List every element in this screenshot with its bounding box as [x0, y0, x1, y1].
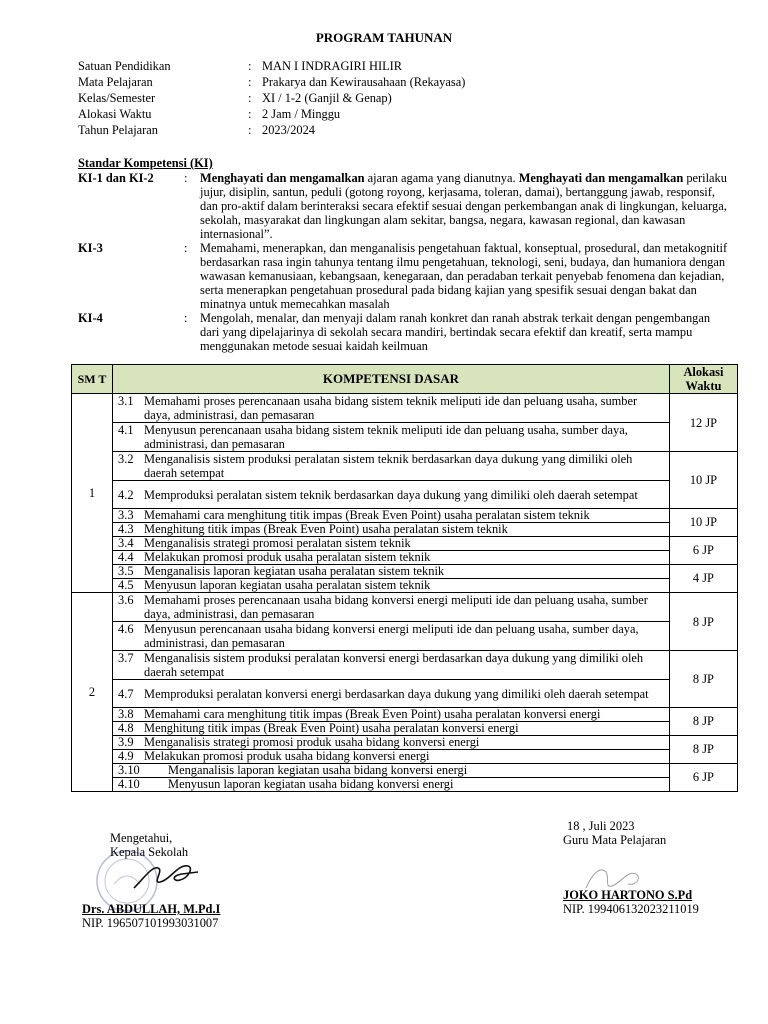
- table-row: [72, 778, 738, 792]
- kd-cell: [113, 551, 670, 565]
- kd-item: [113, 722, 669, 735]
- kd-item: [113, 687, 669, 701]
- kd-text: Menganalisis laporan kegiatan usaha bidang konversi energi: [168, 763, 468, 777]
- ki-text-part: perilaku jujur, disiplin, santun, peduli (gotong royong, kerjasama, toleran, damai), bertanggung jawab, responsif, dan pro-aktif dalam berinteraksi secara efektif sesuai dengan perkembangan anak di lingkungan, keluarga, sekolah, masyarakat dan lingkungan alam sekitar, bangsa, negara, kawasan regional, dan kawasan internasional”.: [200, 171, 727, 241]
- kd-text: Menyusun perencanaan usaha bidang konversi energi meliputi ide dan peluang usaha, sumber daya, administrasi, dan pemasaran: [144, 622, 639, 650]
- kd-item: [113, 452, 669, 480]
- kd-cell: [113, 622, 670, 651]
- ki-text-part: ajaran agama yang dianutnya.: [364, 171, 519, 185]
- kd-number: 3.4: [118, 536, 134, 550]
- kd-item: [113, 565, 669, 578]
- kd-cell: [113, 537, 670, 551]
- document-title: PROGRAM TAHUNAN: [315, 30, 453, 45]
- kd-item: [113, 509, 669, 522]
- meta-value: MAN I INDRAGIRI HILIR: [262, 59, 403, 73]
- kd-item: [113, 394, 669, 422]
- kd-text: Melakukan promosi produk usaha peralatan sistem teknik: [144, 550, 431, 564]
- kd-cell: [113, 778, 670, 792]
- kd-cell: [113, 651, 670, 680]
- ki-row: [78, 171, 730, 241]
- kd-item: [113, 764, 669, 777]
- ki-text: Mengolah, menalar, dan menyaji dalam ranah konkret dan ranah abstrak terkait dengan pengembangan dari yang dipelajarinya di sekolah secara mandiri, bertindak secara efektif dan kreatif, serta mampu menggunakan metode sesuai kaidah keilmuan: [200, 311, 711, 353]
- kd-number: 4.4: [118, 550, 134, 564]
- header-alokasi-waktu: Alokasi Waktu: [669, 365, 737, 394]
- header-kompetensi-dasar: KOMPETENSI DASAR: [113, 365, 670, 394]
- kd-cell: [113, 680, 670, 708]
- semester-cell: 2: [72, 593, 113, 792]
- teacher-name: JOKO HARTONO S.Pd: [563, 888, 693, 902]
- kd-text: Menganalisis strategi promosi produk usaha bidang konversi energi: [144, 735, 480, 749]
- table-row: [72, 551, 738, 565]
- ki-emphasis: Menghayati dan mengamalkan: [200, 171, 365, 185]
- kd-number: 4.8: [118, 721, 134, 735]
- kd-number: 4.7: [118, 686, 134, 701]
- kd-item: [113, 579, 669, 592]
- kd-text: Memahami cara menghitung titik impas (Break Even Point) usaha peralatan sistem teknik: [144, 508, 590, 522]
- kd-number: 4.2: [118, 487, 134, 502]
- meta-value: 2023/2024: [262, 123, 316, 137]
- table-row: [72, 565, 738, 579]
- alokasi-waktu-cell: 6 JP: [669, 764, 737, 792]
- kd-number: 3.5: [118, 564, 134, 578]
- kd-text: Menganalisis sistem produksi peralatan sistem teknik berdasarkan daya dukung yang dimiliki oleh daerah setempat: [144, 452, 633, 480]
- alokasi-waktu-cell: 10 JP: [669, 452, 737, 509]
- meta-label: Satuan Pendidikan: [78, 59, 171, 73]
- kd-number: 3.1: [118, 394, 134, 408]
- table-row: [72, 680, 738, 708]
- kd-item: [113, 750, 669, 763]
- kd-number: 3.7: [118, 651, 134, 665]
- ki-label: KI-3: [78, 241, 103, 255]
- ki-colon: :: [184, 311, 188, 325]
- kd-cell: [113, 722, 670, 736]
- meta-colon: :: [248, 123, 252, 137]
- kd-item: [113, 523, 669, 536]
- meta-row: [78, 122, 465, 138]
- alokasi-waktu-cell: 12 JP: [669, 394, 737, 452]
- kd-text: Menganalisis sistem produksi peralatan konversi energi berdasarkan daya dukung yang dimiliki oleh daerah setempat: [144, 651, 644, 679]
- kd-table-header: [72, 365, 738, 394]
- ki-emphasis: Menghayati dan mengamalkan: [518, 171, 684, 185]
- table-row: [72, 722, 738, 736]
- kd-cell: [113, 708, 670, 722]
- kd-cell: [113, 764, 670, 778]
- kd-item: [113, 537, 669, 550]
- principal-nip: NIP. 196507101993031007: [82, 916, 219, 930]
- ki-colon: :: [184, 171, 188, 185]
- alokasi-waktu-cell: 8 JP: [669, 651, 737, 708]
- kd-item: [113, 622, 669, 650]
- meta-value: 2 Jam / Minggu: [262, 107, 341, 121]
- kd-text: Melakukan promosi produk usaha bidang konversi energi: [144, 749, 430, 763]
- kd-item: [113, 736, 669, 749]
- meta-label: Alokasi Waktu: [78, 107, 152, 121]
- kd-text: Menghitung titik impas (Break Even Point) usaha peralatan konversi energi: [144, 721, 519, 735]
- table-row: [72, 622, 738, 651]
- table-row: [72, 579, 738, 593]
- kd-text: Menghitung titik impas (Break Even Point) usaha peralatan sistem teknik: [144, 522, 508, 536]
- table-row: [72, 736, 738, 750]
- meta-colon: :: [248, 91, 252, 105]
- alokasi-waktu-cell: 10 JP: [669, 509, 737, 537]
- kd-number: 4.3: [118, 522, 134, 536]
- table-row: [72, 764, 738, 778]
- kd-number: 3.6: [118, 593, 134, 607]
- alokasi-waktu-cell: 6 JP: [669, 537, 737, 565]
- table-row: [72, 708, 738, 722]
- ki-label: KI-4: [78, 311, 103, 325]
- kd-item: [113, 778, 669, 791]
- kd-text: Menganalisis strategi promosi peralatan sistem teknik: [144, 536, 411, 550]
- kd-text: Memahami proses perencanaan usaha bidang konversi energi meliputi ide dan peluang usaha, sumber daya, administrasi, dan pemasaran: [144, 593, 648, 621]
- kd-number: 3.9: [118, 735, 134, 749]
- kd-text: Menyusun laporan kegiatan usaha bidang konversi energi: [168, 777, 454, 791]
- kd-number: 4.5: [118, 578, 134, 592]
- table-row: [72, 423, 738, 452]
- kd-cell: [113, 452, 670, 481]
- meta-label: Kelas/Semester: [78, 91, 156, 105]
- sig-left-line2: Kepala Sekolah: [110, 845, 189, 859]
- teacher-signature-block: [563, 819, 753, 916]
- meta-row: [78, 58, 465, 74]
- kd-text: Menyusun laporan kegiatan usaha peralatan sistem teknik: [144, 578, 431, 592]
- kd-cell: [113, 593, 670, 622]
- kd-text: Memproduksi peralatan sistem teknik berdasarkan daya dukung yang dimiliki oleh daerah setempat: [144, 487, 638, 502]
- semester-cell: 1: [72, 394, 113, 593]
- kd-cell: [113, 750, 670, 764]
- kd-text: Memahami proses perencanaan usaha bidang sistem teknik meliputi ide dan peluang usaha, sumber daya, administrasi, dan pemasaran: [144, 394, 638, 422]
- table-row: [72, 523, 738, 537]
- table-row: [72, 593, 738, 622]
- ki-colon: :: [184, 241, 188, 255]
- meta-value: XI / 1-2 (Ganjil & Genap): [262, 91, 392, 105]
- ki-heading: Standar Kompetensi (KI): [78, 156, 213, 170]
- kd-cell: [113, 394, 670, 423]
- meta-colon: :: [248, 75, 252, 89]
- ki-row: [78, 241, 730, 311]
- header-smt: SM T: [72, 365, 113, 394]
- kd-item: [113, 593, 669, 621]
- ki-text: [200, 171, 730, 241]
- ki-label: KI-1 dan KI-2: [78, 171, 154, 185]
- ki-text: Memahami, menerapkan, dan menganalisis pengetahuan faktual, konseptual, prosedural, dan metakognitif berdasarkan rasa ingin tahunya tentang ilmu pengetahuan, teknologi, seni, budaya, dan humaniora dengan wawasan kemanusiaan, kebangsaan, kenegaraan, dan peradaban terkait penyebab fenomena dan kejadian, serta menerapkan pengetahuan prosedural pada bidang kajian yang spesifik sesuai dengan bakat dan minatnya untuk memecahkan masalah: [200, 241, 728, 311]
- ki-row: [78, 311, 730, 353]
- kd-number: 4.1: [118, 423, 134, 437]
- kd-number: 4.6: [118, 622, 134, 636]
- table-row: [72, 481, 738, 509]
- kd-number: 3.2: [118, 452, 134, 466]
- principal-name: Drs. ABDULLAH, M.Pd.I: [82, 902, 221, 916]
- meta-row: [78, 106, 465, 122]
- alokasi-waktu-cell: 8 JP: [669, 593, 737, 651]
- kd-number: 3.8: [118, 707, 134, 721]
- meta-value: Prakarya dan Kewirausahaan (Rekayasa): [262, 75, 466, 89]
- principal-signature-block: [82, 831, 312, 930]
- ki-section: [78, 156, 730, 353]
- kd-number: 3.3: [118, 508, 134, 522]
- kd-number: 4.9: [118, 749, 134, 763]
- table-row: [72, 394, 738, 423]
- kd-number: 4.10: [118, 777, 140, 791]
- meta-colon: :: [248, 107, 252, 121]
- table-row: [72, 509, 738, 523]
- table-row: [72, 452, 738, 481]
- kd-cell: [113, 423, 670, 452]
- sig-left-line1: Mengetahui,: [110, 831, 173, 845]
- kd-text: Menyusun perencanaan usaha bidang sistem teknik meliputi ide dan peluang usaha, sumber daya, administrasi, dan pemasaran: [144, 423, 628, 451]
- kd-table: [71, 364, 738, 792]
- kd-cell: [113, 481, 670, 509]
- teacher-role: Guru Mata Pelajaran: [563, 833, 667, 847]
- meta-label: Tahun Pelajaran: [78, 123, 158, 137]
- kd-item: [113, 423, 669, 451]
- meta-label: Mata Pelajaran: [78, 75, 153, 89]
- meta-row: [78, 74, 465, 90]
- alokasi-waktu-cell: 8 JP: [669, 736, 737, 764]
- signature-date: 18 , Juli 2023: [567, 819, 635, 833]
- kd-table-body: [72, 394, 738, 792]
- kd-text: Menganalisis laporan kegiatan usaha peralatan sistem teknik: [144, 564, 445, 578]
- kd-item: [113, 651, 669, 679]
- kd-cell: [113, 736, 670, 750]
- table-row: [72, 537, 738, 551]
- meta-info: [78, 58, 465, 138]
- kd-text: Memproduksi peralatan konversi energi berdasarkan daya dukung yang dimiliki oleh daerah setempat: [144, 686, 649, 701]
- table-row: [72, 651, 738, 680]
- alokasi-waktu-cell: 8 JP: [669, 708, 737, 736]
- table-row: [72, 750, 738, 764]
- kd-item: [113, 551, 669, 564]
- alokasi-waktu-cell: 4 JP: [669, 565, 737, 593]
- kd-number: 3.10: [118, 763, 140, 777]
- kd-item: [113, 488, 669, 502]
- kd-cell: [113, 565, 670, 579]
- kd-cell: [113, 523, 670, 537]
- kd-cell: [113, 509, 670, 523]
- kd-item: [113, 708, 669, 721]
- kd-text: Memahami cara menghitung titik impas (Break Even Point) usaha peralatan konversi energi: [144, 707, 601, 721]
- teacher-nip: NIP. 199406132023211019: [563, 902, 699, 916]
- kd-cell: [113, 579, 670, 593]
- meta-row: [78, 90, 465, 106]
- meta-colon: :: [248, 59, 252, 73]
